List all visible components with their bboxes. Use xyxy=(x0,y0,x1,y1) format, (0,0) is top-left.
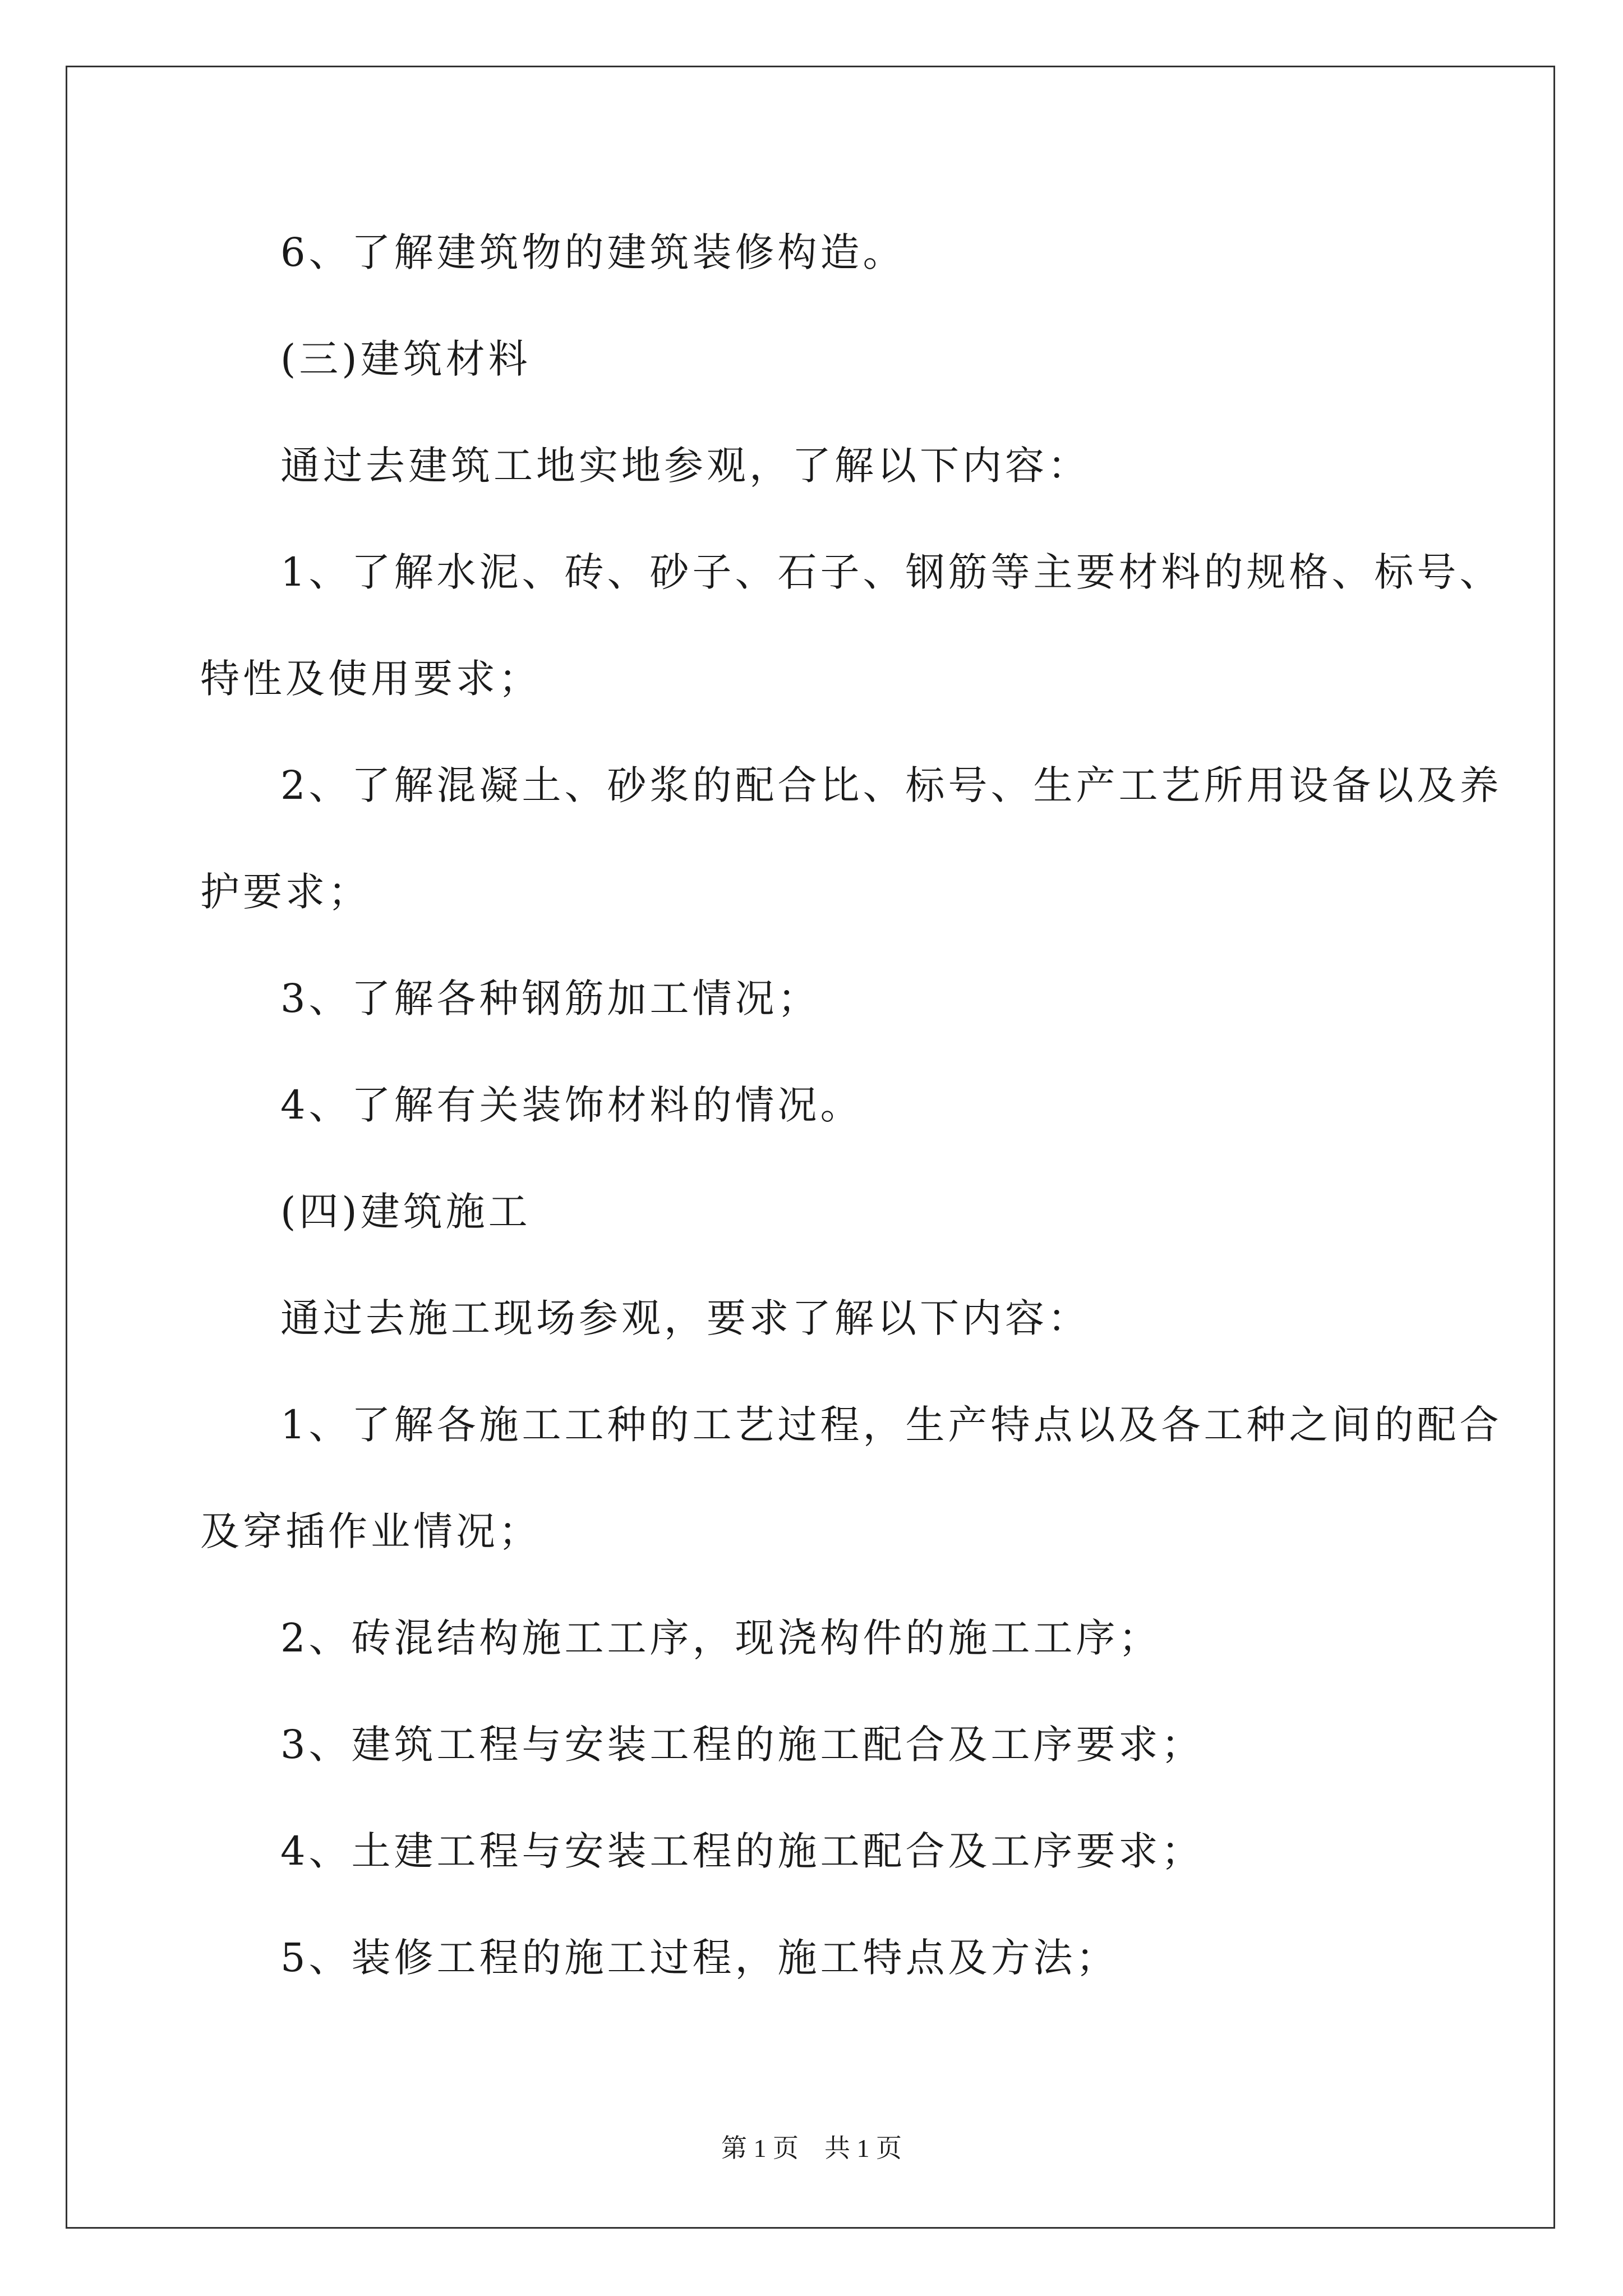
page-footer: 第 1 页 共 1 页 xyxy=(721,2134,902,2162)
text-line: 1、了解各施工工种的工艺过程，生产特点以及各工种之间的配合 xyxy=(280,1402,1502,1448)
section-heading: (四)建筑施工 xyxy=(280,1189,531,1235)
text-line: 3、建筑工程与安装工程的施工配合及工序要求； xyxy=(280,1722,1204,1768)
text-line: 6、了解建筑物的建筑装修构造。 xyxy=(280,229,906,275)
text-line: 通过去建筑工地实地参观，了解以下内容： xyxy=(280,443,1090,489)
text-line: 通过去施工现场参观，要求了解以下内容： xyxy=(280,1295,1090,1341)
text-line: 特性及使用要求； xyxy=(200,656,541,702)
text-line: 4、土建工程与安装工程的施工配合及工序要求； xyxy=(280,1828,1204,1874)
text-line: 2、了解混凝土、砂浆的配合比、标号、生产工艺所用设备以及养 xyxy=(280,762,1502,808)
text-line: 及穿插作业情况； xyxy=(200,1508,541,1554)
text-line: 护要求； xyxy=(200,869,371,915)
section-heading: (三)建筑材料 xyxy=(280,336,531,382)
text-line: 2、砖混结构施工工序，现浇构件的施工工序； xyxy=(280,1615,1161,1661)
text-line: 4、了解有关装饰材料的情况。 xyxy=(280,1082,863,1128)
text-line: 3、了解各种钢筋加工情况； xyxy=(280,976,820,1022)
page-border xyxy=(66,66,1555,2229)
text-line: 1、了解水泥、砖、砂子、石子、钢筋等主要材料的规格、标号、 xyxy=(280,549,1502,595)
text-line: 5、装修工程的施工过程，施工特点及方法； xyxy=(280,1935,1119,1981)
